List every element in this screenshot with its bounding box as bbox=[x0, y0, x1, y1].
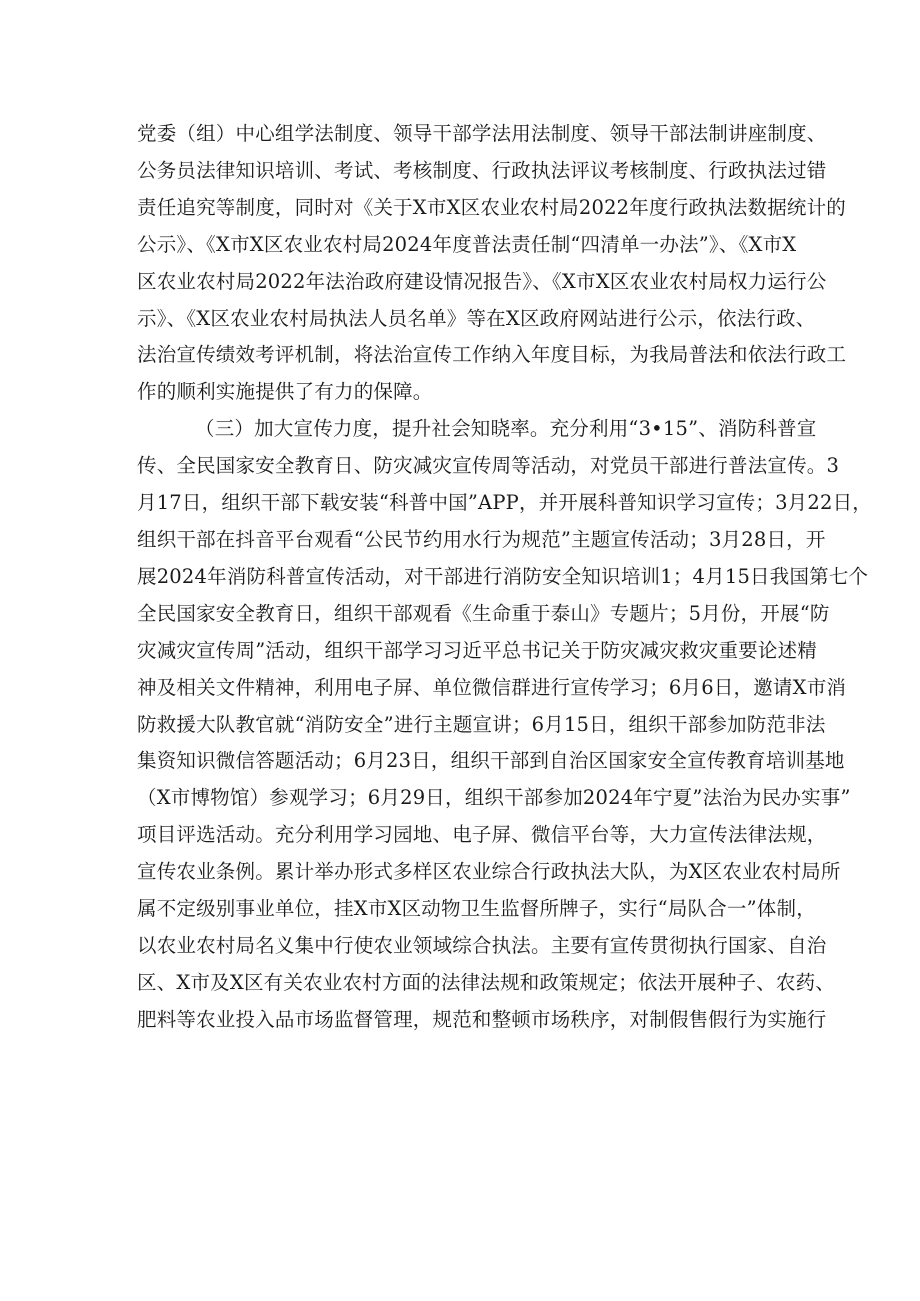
paragraph-1 bbox=[137, 116, 847, 411]
text-line: 宣传农业条例。累计举办形式多样区农业综合行政执法大队，为X区农业农村局所 bbox=[137, 860, 841, 884]
document-body bbox=[137, 116, 872, 1039]
text-line: 示》、《X区农业农村局执法人员名单》等在X区政府网站进行公示，依法行政、 bbox=[137, 306, 816, 330]
text-line: （X市博物馆）参观学习；6月29日，组织干部参加2024年宁夏”法治为民办实事” bbox=[137, 786, 851, 810]
text-line: 作的顺利实施提供了有力的保障。 bbox=[137, 380, 433, 404]
text-line: 展2024年消防科普宣传活动，对干部进行消防安全知识培训1；4月15日我国第七个 bbox=[137, 564, 869, 588]
text-line: 公务员法律知识培训、考试、考核制度、行政执法评议考核制度、行政执法过错 bbox=[137, 158, 827, 182]
text-line: 集资知识微信答题活动；6月23日，组织干部到自治区国家安全宣传教育培训基地 bbox=[137, 749, 845, 773]
text-line: 党委（组）中心组学法制度、领导干部学法用法制度、领导干部法制讲座制度、 bbox=[137, 122, 827, 145]
text-line: 以农业农村局名义集中行使农业领域综合执法。主要有宣传贯彻执行国家、自治 bbox=[137, 933, 827, 957]
text-line: 灾减灾宣传周”活动，组织干部学习习近平总书记关于防灾减灾救灾重要论述精 bbox=[137, 638, 817, 662]
text-line: 公示》、《X市X区农业农村局2024年度普法责任制“四清单一办法”》、《X市X bbox=[137, 232, 797, 256]
text-line: 法治宣传绩效考评机制，将法治宣传工作纳入年度目标，为我局普法和依法行政工 bbox=[137, 343, 847, 367]
text-line: 传、全民国家安全教育日、防灾减灾宣传周等活动，对党员干部进行普法宣传。3 bbox=[137, 454, 840, 478]
text-line: 肥料等农业投入品市场监督管理，规范和整顿市场秩序，对制假售假行为实施行 bbox=[137, 1007, 827, 1031]
text-line: 项目评选活动。充分利用学习园地、电子屏、微信平台等，大力宣传法律法规， bbox=[137, 823, 827, 847]
text-line: 区、X市及X区有关农业农村方面的法律法规和政策规定；依法开展种子、农药、 bbox=[137, 970, 835, 994]
paragraph-2 bbox=[137, 411, 872, 1038]
text-line: 月17日，组织干部下载安装“科普中国”APP，并开展科普知识学习宣传；3月22日， bbox=[137, 491, 872, 515]
text-line: 组织干部在抖音平台观看“公民节约用水行为规范”主题宣传活动；3月28日，开 bbox=[137, 527, 826, 551]
text-line: 责任追究等制度，同时对《关于X市X区农业农村局2022年度行政执法数据统计的 bbox=[137, 195, 846, 219]
text-line: 全民国家安全教育日，组织干部观看《生命重于泰山》专题片；5月份，开展“防 bbox=[137, 601, 830, 625]
text-line: 属不定级别事业单位，挂X市X区动物卫生监督所牌子，实行“局队合一”体制， bbox=[137, 897, 816, 921]
text-line: （三）加大宣传力度，提升社会知晓率。充分利用“3•15”、消防科普宣 bbox=[195, 417, 817, 441]
text-line: 防救援大队教官就“消防安全”进行主题宣讲；6月15日，组织干部参加防范非法 bbox=[137, 712, 826, 736]
text-line: 区农业农村局2022年法治政府建设情况报告》、《X市X区农业农村局权力运行公 bbox=[137, 269, 827, 293]
text-line: 神及相关文件精神，利用电子屏、单位微信群进行宣传学习；6月6日，邀请X市消 bbox=[137, 675, 847, 699]
